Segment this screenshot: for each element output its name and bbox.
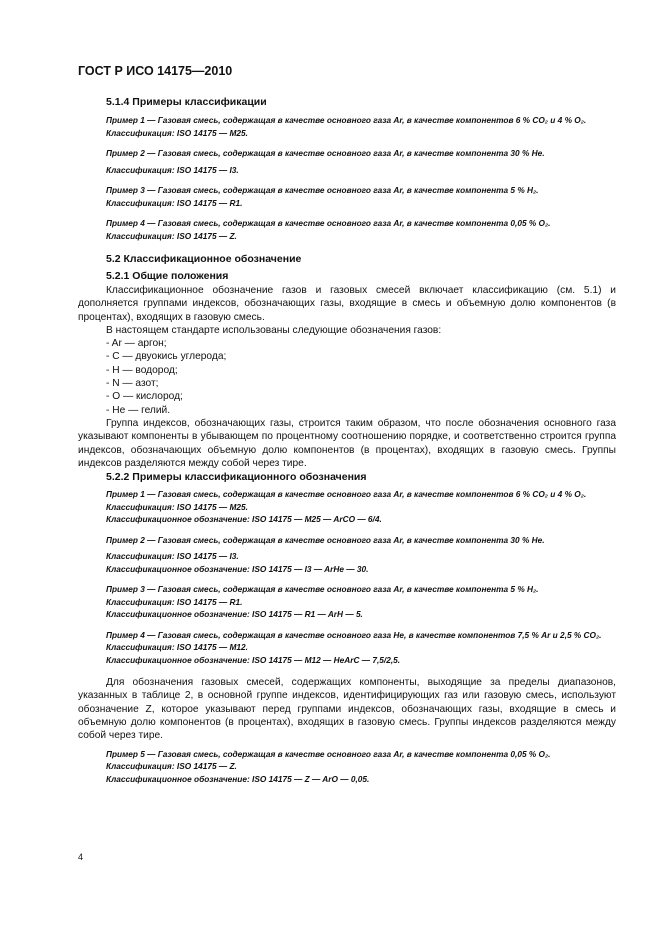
example-2-text: Пример 2 — Газовая смесь, содержащая в качестве основного газа Ar, в качестве компонента 30 % He. [106,534,545,545]
gas-list-item: - O — кислород; [106,391,183,403]
example-1-text: Пример 1 — Газовая смесь, содержащая в качестве основного газа Ar, в качестве компонентов 6 % CO₂ и 4 % O₂. [106,115,587,125]
page-content [78,95,616,785]
example-5-designation: Классификационное обозначение: ISO 14175 — Z — ArO — 0,05. [106,773,370,784]
paragraph-index-groups: Группа индексов, обозначающих газы, строится таким образом, что после обозначения основного газа указывают компоненты в убывающем по процентному соотношению порядке, и соответственно строится группа индексов, обозначающих объемную долю компонентов (в процентах), входящих в газовую смесь. Группы индексов разделяются между собой через тире. [78,417,616,469]
example-1-classification: Классификация: ISO 14175 — M25. [106,501,248,512]
example-4-classification: Классификация: ISO 14175 — M12. [106,642,248,653]
section-5-1-4-title: 5.1.4 Примеры классификации [106,96,267,108]
gas-list-item: - N — азот; [106,378,159,390]
example-1-designation: Классификационное обозначение: ISO 14175 — M25 — ArCO — 6/4. [106,514,382,525]
example-2-text: Пример 2 — Газовая смесь, содержащая в качестве основного газа Ar, в качестве компонента 30 % He. [106,148,545,158]
paragraph-classification-designation: Классификационное обозначение газов и газовых смесей включает классификацию (см. 5.1) и дополняется группами индексов, обозначающих газы, входящие в смесь и объемную долю компонентов (в процентах), входящих в газовую смесь. [78,285,616,323]
gas-list-item: - C — двуокись углерода; [106,351,227,363]
example-4-text: Пример 4 — Газовая смесь, содержащая в качестве основного газа Ar, в качестве компонента 0,05 % O₂. [106,218,551,228]
section-5-2-1-title: 5.2.1 Общие положения [106,270,229,282]
example-2-classification: Классификация: ISO 14175 — I3. [106,551,239,562]
example-4-text: Пример 4 — Газовая смесь, содержащая в качестве основного газа He, в качестве компонентов 7,5 % Ar и 2,5 % CO₂. [106,629,602,640]
example-4-classification: Классификация: ISO 14175 — Z. [106,230,237,241]
document-header: ГОСТ Р ИСО 14175—2010 [78,64,233,78]
paragraph-gas-designations-intro: В настоящем стандарте использованы следующие обозначения газов: [106,324,442,336]
example-5-text: Пример 5 — Газовая смесь, содержащая в качестве основного газа Ar, в качестве компонента 0,05 % O₂. [106,748,551,759]
example-3-text: Пример 3 — Газовая смесь, содержащая в качестве основного газа Ar, в качестве компонента 5 % H₂. [106,584,539,595]
example-4-designation: Классификационное обозначение: ISO 14175 — M12 — HeArC — 7,5/2,5. [106,654,401,665]
example-5-classification: Классификация: ISO 14175 — Z. [106,761,237,772]
section-5-2-title: 5.2 Классификационное обозначение [106,253,302,265]
example-1-text: Пример 1 — Газовая смесь, содержащая в качестве основного газа Ar, в качестве компонентов 6 % CO₂ и 4 % O₂. [106,489,587,500]
example-3-text: Пример 3 — Газовая смесь, содержащая в качестве основного газа Ar, в качестве компонента 5 % H₂. [106,185,539,195]
example-3-classification: Классификация: ISO 14175 — R1. [106,596,243,607]
example-3-classification: Классификация: ISO 14175 — R1. [106,197,243,208]
section-5-2-2-title: 5.2.2 Примеры классификационного обозначения [106,471,367,484]
gas-list-item: - He — гелий. [106,404,171,416]
paragraph-z-designation: Для обозначения газовых смесей, содержащих компоненты, выходящие за пределы диапазонов, указанных в таблице 2, в основной группе индексов, идентифицирующих газ или газовую смесь, используют обозначение Z, которое указывают перед группами индексов, обозначающих газы, входящие в смесь и объемную долю компонентов (в процентах), входящих в газовую смесь. Группы индексов разделяются между собой через тире. [78,677,616,742]
example-2-designation: Классификационное обозначение: ISO 14175 — I3 — ArHe — 30. [106,563,369,574]
page-number: 4 [78,852,84,862]
gas-list-item: - Ar — аргон; [106,338,167,350]
gas-list-item: - H — водород; [106,364,178,376]
example-3-designation: Классификационное обозначение: ISO 14175 — R1 — ArH — 5. [106,609,363,620]
example-2-classification: Классификация: ISO 14175 — I3. [106,164,239,175]
example-1-classification: Классификация: ISO 14175 — M25. [106,127,248,138]
